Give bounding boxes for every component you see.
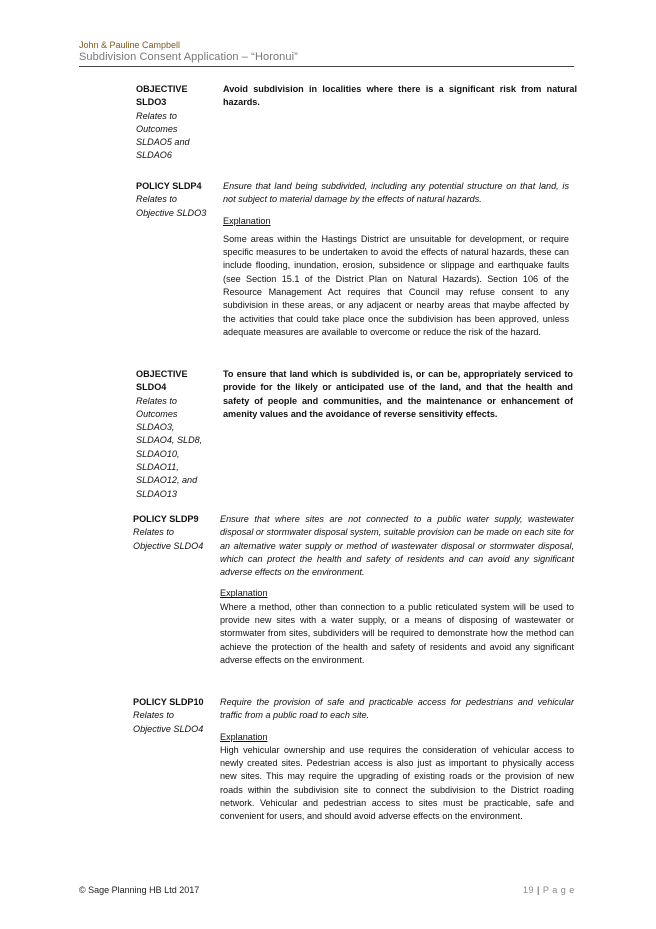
objective-label-line: SLDO4	[136, 382, 167, 393]
relates-line: SLDAO5 and	[136, 137, 190, 148]
policy-text: Ensure that land being subdivided, including any potential structure on that land, is not subject to material damage by the effects of natural hazards.	[223, 181, 569, 205]
footer-page-indicator	[523, 885, 575, 895]
explanation-heading: Explanation	[223, 215, 271, 226]
relates-line: Relates to	[136, 194, 177, 205]
explanation-heading: Explanation	[220, 588, 268, 599]
relates-line: Relates to	[133, 710, 174, 721]
policy-text-block	[220, 513, 574, 667]
objective-text-block	[223, 83, 577, 110]
objective-text-block	[223, 368, 573, 421]
policy-label-block	[136, 180, 220, 220]
objective-label-line: SLDO3	[136, 97, 167, 108]
policy-label-block	[133, 513, 217, 553]
relates-line: Outcomes	[136, 408, 178, 419]
explanation-text: Where a method, other than connection to a public reticulated system will be used to provide new sites with a water supply, or a means of disposing of wastewater or stormwater from sites, subdividers will be required to demonstrate how the method can achieve the protection of the health and safety of residents and avoid any significant adverse effects on the environment.	[220, 601, 574, 665]
policy-label: POLICY SLDP9	[133, 514, 199, 524]
objective-label-block	[136, 368, 216, 501]
relates-line: Objective SLDO3	[136, 207, 207, 218]
relates-line: Outcomes	[136, 123, 178, 134]
policy-label: POLICY SLDP10	[133, 697, 204, 707]
objective-label-block	[136, 83, 216, 163]
explanation-text: Some areas within the Hastings District are unsuitable for development, or require specific measures to be undertaken to avoid the effects of natural hazards, these can include flooding, inundation, erosion, subsidence or slippage and earthquake faults (see Section 15.1 of the District Plan on Natural Hazards). Section 106 of the Resource Management Act requires that Council may refuse consent to any subdivision in these areas, or any adjacent or nearby areas that maybe affected by the activities that could take place once the subdivision has been approved, unless adequate measures are available to overcome or reduce the risk of the hazard.	[223, 233, 569, 337]
header-title: Subdivision Consent Application – “Horonui”	[79, 51, 298, 63]
header-author: John & Pauline Campbell	[79, 40, 181, 50]
objective-text: To ensure that land which is subdivided is, or can be, appropriately serviced to provide for the likely or anticipated use of the land, and that the health and safety of people and communities, and the maintenance or enhancement of amenity values and the avoidance of reverse sensitivity effects.	[223, 369, 573, 419]
relates-line: SLDAO4, SLD8,	[136, 435, 203, 446]
objective-label-line: OBJECTIVE	[136, 369, 188, 379]
relates-line: SLDAO3,	[136, 422, 175, 433]
objective-label-line: OBJECTIVE	[136, 84, 188, 94]
relates-line: SLDAO6	[136, 150, 172, 161]
header-divider	[79, 66, 574, 67]
objective-text: Avoid subdivision in localities where there is a significant risk from natural hazards.	[223, 84, 577, 108]
page-separator: |	[537, 885, 540, 895]
page-word: P a g e	[542, 885, 575, 895]
policy-text-block	[220, 696, 574, 824]
explanation-heading: Explanation	[220, 731, 268, 742]
relates-line: SLDAO13	[136, 488, 177, 499]
policy-text-block	[223, 180, 569, 339]
policy-label-block	[133, 696, 217, 736]
policy-label: POLICY SLDP4	[136, 181, 202, 191]
relates-line: SLDAO12, and	[136, 475, 198, 486]
footer-copyright: © Sage Planning HB Ltd 2017	[79, 885, 200, 895]
relates-line: SLDAO11,	[136, 462, 179, 473]
policy-text: Require the provision of safe and practicable access for pedestrians and vehicular traffic from a public road to each site.	[220, 697, 574, 721]
relates-line: SLDAO10,	[136, 448, 180, 459]
relates-line: Relates to	[133, 527, 174, 538]
relates-line: Objective SLDO4	[133, 723, 204, 734]
page-number: 19	[523, 885, 535, 895]
page-header	[79, 40, 574, 64]
relates-line: Relates to	[136, 395, 177, 406]
explanation-text: High vehicular ownership and use requires the consideration of vehicular access to newly created sites. Pedestrian access is also just as important to physically access new sites. This may require the upgrading of existing roads or the provision of new roads within the subdivision site to connect the subdivision to the District roading network. Vehicular and pedestrian access to sites must be practicable, safe and convenient for users, and should avoid adverse effects on the environment.	[220, 744, 574, 822]
relates-line: Objective SLDO4	[133, 540, 204, 551]
relates-line: Relates to	[136, 110, 177, 121]
policy-text: Ensure that where sites are not connected to a public water supply, wastewater disposal or stormwater disposal system, suitable provision can be made on each site for an alternative water supply or method of wastewater disposal or stormwater disposal, which can protect the health and safety of residents and can avoid any significant adverse effects on the environment.	[220, 514, 574, 578]
